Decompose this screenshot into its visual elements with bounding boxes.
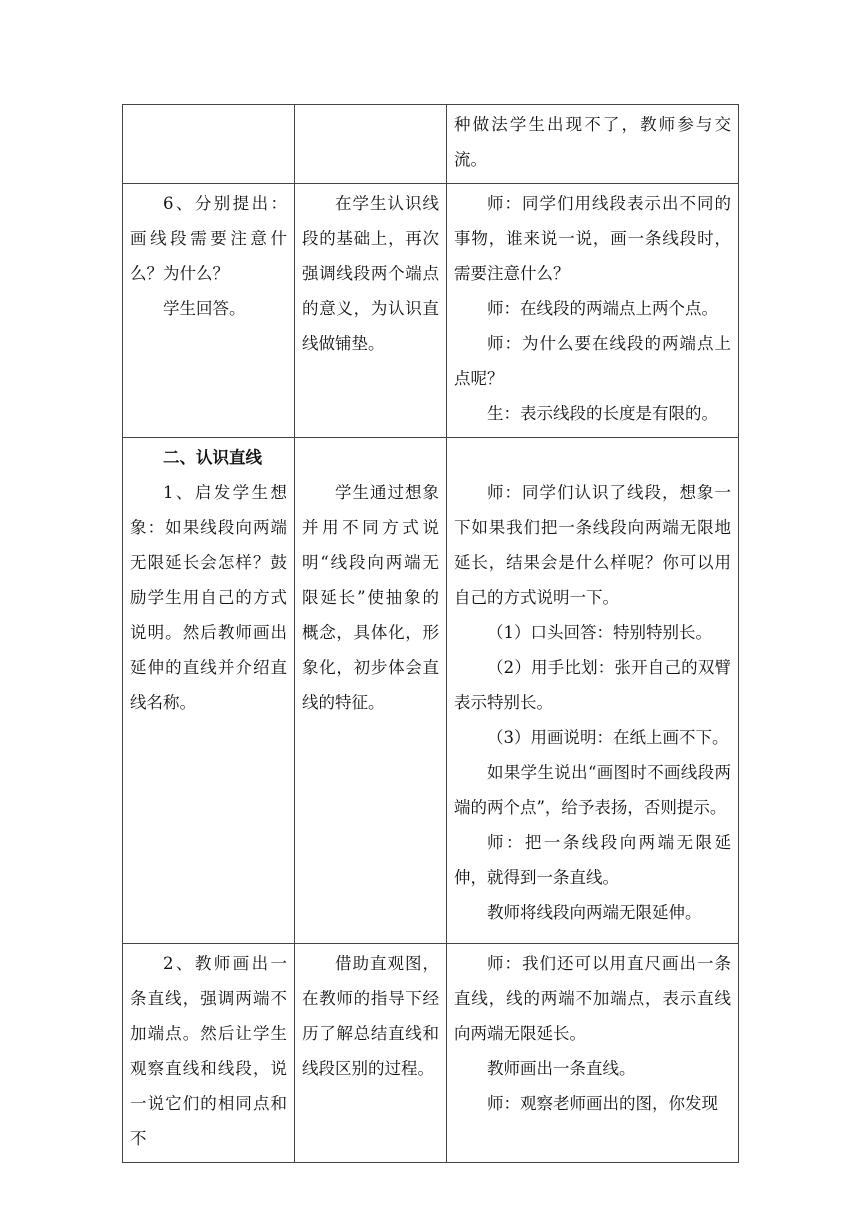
paragraph: 师：把一条线段向两端无限延伸，就得到一条直线。 (454, 833, 731, 887)
paragraph: （2）用手比划：张开自己的双臂表示特别长。 (454, 658, 731, 712)
process-cell (447, 184, 739, 438)
paragraph: （3）用画说明：在纸上画不下。 (487, 728, 729, 747)
lesson-plan-body (123, 105, 739, 1163)
paragraph: 学生通过想象并用不同方式说明“线段向两端无限延长”使抽象的概念，具体化，形象化，初步体会直线的特征。 (302, 483, 439, 712)
activity-cell (123, 944, 295, 1163)
paragraph (454, 440, 731, 475)
paragraph: 学生回答。 (163, 299, 246, 318)
paragraph: 2、教师画出一条直线，强调两端不加端点。然后让学生观察直线和线段，说一说它们的相同点和不 (130, 954, 287, 1148)
paragraph: 师：为什么要在线段的两端点上点呢？ (454, 334, 731, 388)
paragraph: 1、启发学生想象：如果线段向两端无限延长会怎样？鼓励学生用自己的方式说明。然后教师画出延伸的直线并介绍直线名称。 (130, 483, 287, 712)
paragraph: 师：同学们认识了线段，想象一下如果我们把一条线段向两端无限地延长，结果会是什么样呢？你可以用自己的方式说明一下。 (454, 483, 731, 607)
process-cell (447, 944, 739, 1163)
process-cell (447, 105, 739, 184)
paragraph: 师：观察老师画出的图，你发现 (487, 1094, 718, 1113)
paragraph: 生：表示线段的长度是有限的。 (487, 404, 718, 423)
intent-cell (295, 438, 447, 944)
paragraph: 师：在线段的两端点上两个点。 (487, 299, 718, 318)
intent-cell (295, 184, 447, 438)
paragraph (302, 440, 439, 475)
paragraph: 师：同学们用线段表示出不同的事物，谁来说一说，画一条线段时，需要注意什么？ (454, 194, 731, 283)
paragraph: 种做法学生出现不了，教师参与交流。 (454, 115, 731, 169)
paragraph: 在学生认识线段的基础上，再次强调线段两个端点的意义，为认识直线做铺垫。 (302, 194, 439, 353)
table-row (123, 184, 739, 438)
section-heading: 二、认识直线 (163, 448, 262, 467)
paragraph: 6、分别提出：画线段需要注意什么？为什么？ (130, 194, 287, 283)
lesson-plan-table (122, 104, 739, 1163)
table-row (123, 105, 739, 184)
paragraph: 教师画出一条直线。 (487, 1059, 636, 1078)
paragraph: 借助直观图，在教师的指导下经历了解总结直线和线段区别的过程。 (302, 954, 439, 1078)
table-row (123, 944, 739, 1163)
activity-cell (123, 438, 295, 944)
intent-cell (295, 105, 447, 184)
activity-cell (123, 184, 295, 438)
paragraph: （1）口头回答：特别特别长。 (487, 623, 712, 642)
intent-cell (295, 944, 447, 1163)
paragraph: 如果学生说出“画图时不画线段两端的两个点”，给予表扬，否则提示。 (454, 763, 731, 817)
paragraph: 师：我们还可以用直尺画出一条直线，线的两端不加端点，表示直线向两端无限延长。 (454, 954, 731, 1043)
process-cell (447, 438, 739, 944)
table-row (123, 438, 739, 944)
activity-cell (123, 105, 295, 184)
paragraph: 教师将线段向两端无限延伸。 (487, 903, 702, 922)
